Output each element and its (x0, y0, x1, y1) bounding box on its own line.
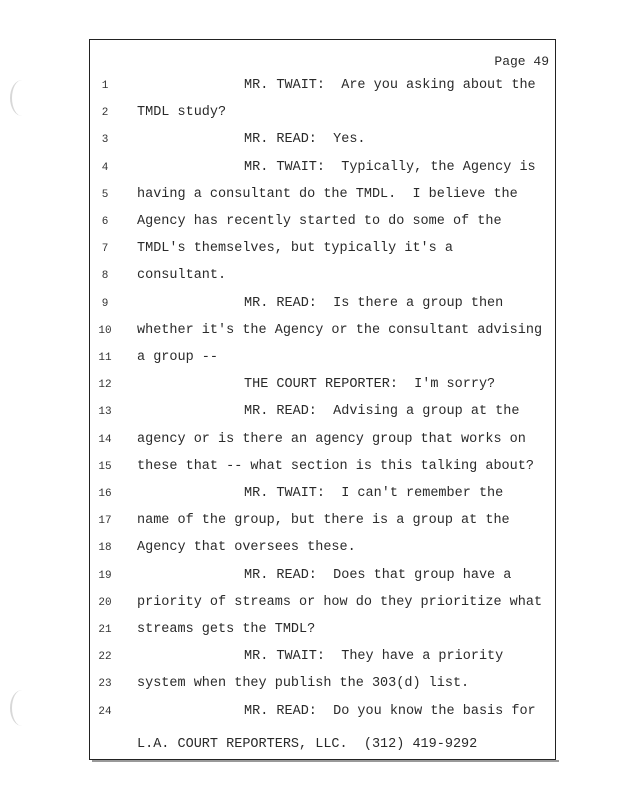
line-number: 7 (101, 243, 109, 256)
transcript-line (90, 131, 557, 151)
binder-hole-top (10, 80, 34, 116)
line-number: 15 (98, 460, 112, 473)
line-text: MR. READ: Does that group have a (244, 567, 512, 583)
transcript-line (90, 512, 557, 532)
line-number: 23 (98, 678, 112, 691)
transcript-line (90, 104, 557, 124)
line-number: 6 (101, 216, 109, 228)
line-text: system when they publish the 303(d) list. (137, 676, 470, 692)
line-text: MR. READ: Advising a group at the (244, 404, 520, 420)
transcript-page (89, 39, 556, 760)
line-text: MR. READ: Do you know the basis for (244, 703, 536, 719)
transcript-line (90, 594, 557, 614)
page-number: Page 49 (494, 54, 549, 69)
line-number: 8 (101, 270, 109, 283)
line-text: streams gets the TMDL? (137, 622, 316, 637)
transcript-line (90, 675, 557, 695)
transcript-line (90, 159, 557, 179)
transcript-line (90, 403, 557, 423)
line-text: TMDL's themselves, but typically it's a (137, 241, 453, 257)
line-text: having a consultant do the TMDL. I believe the (137, 186, 518, 202)
transcript-line (90, 213, 557, 233)
transcript-line (90, 349, 557, 369)
transcript-line (90, 295, 557, 315)
line-text: MR. READ: Yes. (244, 132, 366, 148)
transcript-line (90, 567, 557, 587)
line-number: 24 (98, 705, 112, 718)
line-number: 13 (98, 406, 112, 419)
line-text: priority of streams or how do they prioritize what (137, 594, 543, 610)
transcript-line (90, 431, 557, 451)
line-number: 2 (101, 107, 109, 120)
transcript-line (90, 539, 557, 559)
line-number: 14 (98, 433, 112, 446)
line-number: 17 (98, 515, 112, 528)
line-text: MR. TWAIT: They have a priority (244, 649, 504, 665)
line-number: 1 (101, 80, 109, 92)
transcript-line (90, 648, 557, 668)
transcript-line (90, 322, 557, 342)
line-text: these that -- what section is this talking about? (137, 458, 534, 474)
line-number: 11 (98, 352, 112, 364)
transcript-line (90, 376, 557, 396)
transcript-line (90, 621, 557, 641)
line-number: 5 (101, 188, 109, 201)
transcript-line (90, 267, 557, 287)
transcript-line (90, 77, 557, 97)
line-number: 16 (98, 488, 112, 500)
transcript-line (90, 240, 557, 260)
line-text: MR. TWAIT: I can't remember the (244, 486, 504, 501)
line-number: 21 (98, 624, 112, 636)
transcript-line (90, 458, 557, 478)
line-text: consultant. (137, 268, 227, 284)
transcript-line (90, 703, 557, 723)
line-text: MR. TWAIT: Typically, the Agency is (244, 159, 536, 175)
line-number: 12 (98, 379, 112, 392)
line-text: a group -- (137, 350, 219, 365)
line-text: THE COURT REPORTER: I'm sorry? (244, 377, 496, 393)
line-text: agency or is there an agency group that works on (137, 431, 526, 447)
line-number: 9 (101, 297, 109, 310)
page-shadow (92, 760, 559, 762)
line-text: name of the group, but there is a group at the (137, 513, 510, 529)
line-number: 20 (98, 596, 112, 609)
line-number: 18 (98, 542, 112, 555)
line-text: Agency that oversees these. (137, 540, 356, 556)
line-text: MR. READ: Is there a group then (244, 295, 504, 311)
line-number: 3 (101, 134, 109, 147)
transcript-line (90, 485, 557, 505)
line-text: whether it's the Agency or the consultant advising (137, 322, 543, 338)
line-number: 4 (101, 161, 109, 174)
line-text: Agency has recently started to do some of the (137, 214, 502, 229)
court-reporter-footer: L.A. COURT REPORTERS, LLC. (312) 419-9292 (137, 737, 478, 752)
line-number: 10 (98, 324, 112, 337)
binder-hole-bottom (10, 690, 34, 726)
line-text: MR. TWAIT: Are you asking about the (244, 78, 536, 93)
line-number: 22 (98, 651, 112, 664)
line-text: TMDL study? (137, 105, 227, 121)
transcript-line (90, 186, 557, 206)
line-number: 19 (98, 569, 112, 582)
